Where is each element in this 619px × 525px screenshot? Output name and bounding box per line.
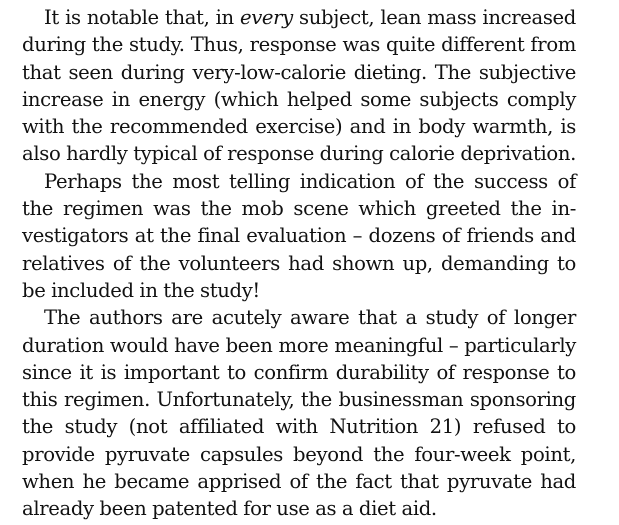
text-line: provide pyruvate capsules beyond the four-week point, — [22, 442, 576, 466]
text-line: duration would have been more meaningful – particularly — [22, 333, 576, 357]
text-line: already been patented for use as a diet aid. — [22, 497, 437, 521]
paragraph-study-duration — [22, 304, 576, 522]
text-line: the regimen was the mob scene which greeted the in- — [22, 197, 576, 221]
emphasis-every: every — [239, 6, 293, 29]
text-line: when he became apprised of the fact that pyruvate had — [22, 470, 576, 494]
text-line: the study (not affiliated with Nutrition 21) refused to — [22, 415, 576, 439]
document-page — [22, 4, 576, 523]
paragraph-mob-scene — [22, 168, 576, 304]
text-line: The authors are acutely aware that a study of longer — [44, 306, 576, 330]
text-line: vestigators at the final evaluation – dozens of friends and — [22, 224, 576, 248]
text-line: this regimen. Unfortunately, the businessman sponsoring — [22, 388, 576, 412]
paragraph-lean-mass — [22, 4, 576, 168]
text-line: relatives of the volunteers had shown up, demanding to — [22, 251, 576, 275]
text-line: during the study. Thus, response was quite different from — [22, 33, 576, 57]
text-line: that seen during very-low-calorie dieting. The subjective — [22, 60, 576, 84]
text-line: since it is important to confirm durability of response to — [22, 360, 576, 384]
text-line: also hardly typical of response during calorie deprivation. — [22, 142, 576, 166]
text-line: increase in energy (which helped some subjects comply — [22, 87, 576, 111]
text-line: be included in the study! — [22, 278, 260, 302]
text-line: Perhaps the most telling indication of the success of — [44, 169, 576, 193]
text-line: with the recommended exercise) and in body warmth, is — [22, 115, 576, 139]
text-line: It is notable that, in every subject, lean mass increased — [44, 6, 576, 29]
